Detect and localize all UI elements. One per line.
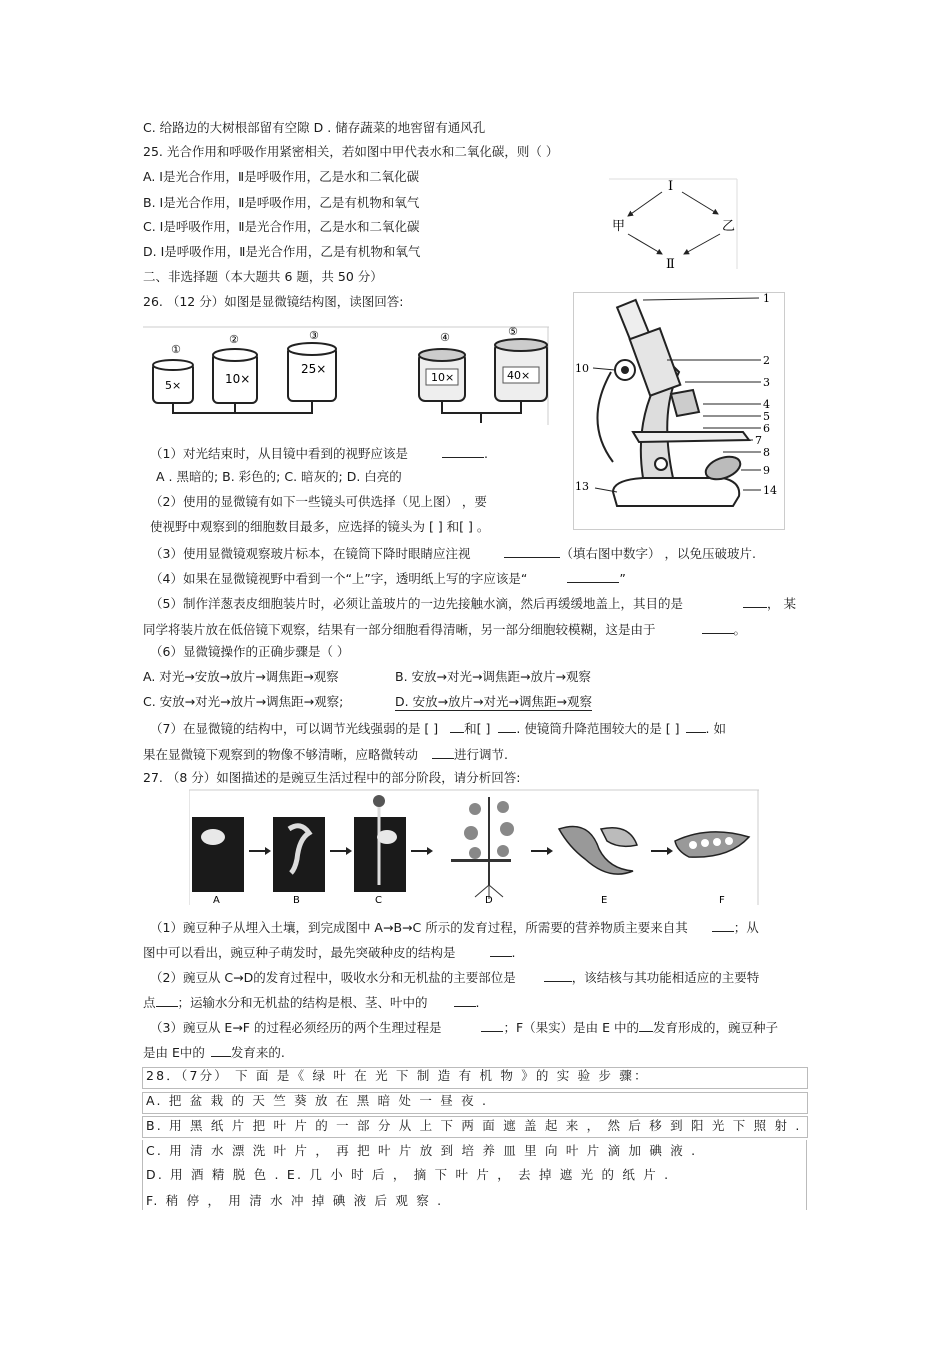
svg-text:10×: 10×: [431, 371, 455, 384]
q26-part-5b: 同学将装片放在低倍镜下观察，结果有一部分细胞看得清晰，另一部分细胞较模糊，这是由于 。: [143, 622, 747, 637]
answer-blank: [442, 444, 484, 458]
lens-figure: [143, 325, 549, 425]
q26-part-7a: （7）在显微镜的结构中，可以调节光线强弱的是 [ ] 和[ ] . 使镜筒升降范围较大的是 [ ] . 如: [150, 721, 726, 736]
q28-step-a: A. 把 盆 栽 的 天 竺 葵 放 在 黑 暗 处 一 昼 夜 .: [146, 1093, 489, 1108]
answer-blank: [504, 544, 560, 558]
svg-text:④: ④: [440, 331, 450, 344]
q26-part-3: （3）使用显微镜观察玻片标本，在镜筒下降时眼睛应注视 （填右图中数字） ，以免压破玻片.: [150, 546, 756, 561]
q25-option-d: D. Ⅰ是呼吸作用，Ⅱ是光合作用，乙是有机物和氧气: [143, 244, 421, 259]
svg-text:②: ②: [229, 333, 239, 346]
q26-part-1-options: A . 黑暗的; B. 彩色的; C. 暗灰的; D. 白亮的: [156, 469, 402, 484]
q26-6-option-c: C. 安放→对光→放片→调焦距→观察;: [143, 694, 344, 709]
q27-part-3b: 是由 E中的 发育来的.: [143, 1045, 285, 1060]
microscope-label-3: 3: [763, 376, 770, 389]
q25-option-a: A. Ⅰ是光合作用，Ⅱ是呼吸作用，乙是水和二氧化碳: [143, 169, 420, 184]
q28-step-c: C. 用 清 水 漂 洗 叶 片 ， 再 把 叶 片 放 到 培 养 皿 里 向 叶 片 滴 加 碘 液 .: [146, 1143, 698, 1158]
q28-border-right: [806, 1140, 807, 1210]
cycle-diagram: [608, 178, 738, 270]
microscope-label-14: 14: [763, 484, 777, 497]
question-26: 26. （12 分）如图是显微镜结构图，读图回答:: [143, 294, 404, 309]
q28-step-d-e: D. 用 酒 精 脱 色 . E. 几 小 时 后 ， 摘 下 叶 片 ， 去 掉 遮 光 的 纸 片 .: [146, 1167, 671, 1182]
pea-stages-figure: [189, 789, 759, 905]
cycle-label-bottom: Ⅱ: [666, 257, 675, 270]
q25-option-b: B. Ⅰ是光合作用，Ⅱ是呼吸作用，乙是有机物和氧气: [143, 195, 420, 210]
answer-blank: [743, 594, 767, 608]
stage-label-f: F: [719, 895, 725, 905]
microscope-label-2: 2: [763, 354, 770, 367]
svg-text:①: ①: [171, 343, 181, 356]
q26-6-option-b: B. 安放→对光→调焦距→放片→观察: [395, 669, 591, 684]
option-line-c-d: C. 给路边的大树根部留有空隙 D . 储存蔬菜的地窖留有通风孔: [143, 120, 486, 135]
q28-border-left: [142, 1140, 143, 1210]
stage-label-e: E: [601, 895, 608, 905]
q26-part-1: （1）对光结束时，从目镜中看到的视野应该是 .: [150, 446, 488, 461]
q26-part-2b: 使视野中观察到的细胞数目最多，应选择的镜头为 [ ] 和[ ] 。: [150, 519, 490, 534]
lens-4: [419, 331, 465, 401]
microscope-label-5: 5: [763, 410, 770, 423]
svg-text:③: ③: [309, 329, 319, 342]
stage-label-a: A: [213, 895, 220, 905]
q25-option-c: C. Ⅰ是呼吸作用，Ⅱ是光合作用，乙是水和二氧化碳: [143, 219, 420, 234]
q26-6-option-d: D. 安放→放片→对光→调焦距→观察: [395, 694, 592, 709]
lens-1: [153, 343, 193, 403]
q26-part-4: （4）如果在显微镜视野中看到一个“上”字，透明纸上写的字应该是“ ”: [150, 571, 626, 586]
microscope-label-10: 10: [575, 362, 589, 375]
microscope-label-8: 8: [763, 446, 770, 459]
q26-part-2a: （2）使用的显微镜有如下一些镜头可供选择（见上图） ，要: [150, 494, 487, 509]
q27-part-3a: （3）豌豆从 E→F 的过程必须经历的两个生理过程是 ；F（果实）是由 E 中的 发育形成的，豌豆种子: [150, 1020, 779, 1035]
microscope-figure: [573, 292, 785, 530]
q27-part-2a: （2）豌豆从 C→D的发育过程中，吸收水分和无机盐的主要部位是 ，该结核与其功能相适应的主要特: [150, 970, 760, 985]
section-2-heading: 二、非选择题（本大题共 6 题，共 50 分）: [143, 269, 383, 284]
q26-part-6: （6）显微镜操作的正确步骤是（ ）: [150, 644, 350, 659]
question-28: 28．（7分） 下 面 是《 绿 叶 在 光 下 制 造 有 机 物 》的 实 验 步 骤：: [146, 1068, 649, 1083]
microscope-label-6: 6: [763, 422, 770, 435]
lens-5: [495, 325, 547, 401]
cycle-label-top: Ⅰ: [668, 179, 674, 194]
lens-2: [213, 333, 257, 403]
stage-label-b: B: [293, 895, 300, 905]
q27-part-1a: （1）豌豆种子从埋入土壤，到完成图中 A→B→C 所示的发育过程，所需要的营养物质主要来自其 ；从: [150, 920, 759, 935]
cycle-label-left: 甲: [612, 219, 626, 234]
microscope-label-1: 1: [763, 292, 770, 305]
q26-6-option-a: A. 对光→安放→放片→调焦距→观察: [143, 669, 339, 684]
q28-step-b: B. 用 黑 纸 片 把 叶 片 的 一 部 分 从 上 下 两 面 遮 盖 起 来 ， 然 后 移 到 阳 光 下 照 射 .: [146, 1118, 802, 1133]
svg-text:40×: 40×: [507, 369, 531, 382]
answer-blank: [702, 620, 734, 634]
stage-label-c: C: [375, 895, 382, 905]
microscope-label-13: 13: [575, 480, 589, 493]
q27-part-2b: 点 ；运输水分和无机盐的结构是根、茎、叶中的 .: [143, 995, 480, 1010]
svg-text:5×: 5×: [165, 379, 182, 392]
lens-3: [288, 329, 336, 401]
microscope-label-7: 7: [755, 434, 762, 447]
q26-part-5a: （5）制作洋葱表皮细胞装片时，必须让盖玻片的一边先接触水滴，然后再缓缓地盖上，其目的是 ， 某: [150, 596, 796, 611]
q26-part-7b: 果在显微镜下观察到的物像不够清晰，应略微转动 进行调节.: [143, 747, 508, 762]
svg-text:25×: 25×: [301, 362, 327, 376]
answer-blank: [567, 569, 619, 583]
q27-part-1b: 图中可以看出，豌豆种子萌发时，最先突破种皮的结构是 .: [143, 945, 516, 960]
stage-label-d: D: [485, 895, 493, 905]
question-27: 27. （8 分）如图描述的是豌豆生活过程中的部分阶段，请分析回答:: [143, 770, 521, 785]
svg-text:⑤: ⑤: [508, 325, 518, 338]
question-25: 25. 光合作用和呼吸作用紧密相关，若如图中甲代表水和二氧化碳，则（ ）: [143, 144, 559, 159]
q28-step-f: F. 稍 停 ， 用 清 水 冲 掉 碘 液 后 观 察 .: [146, 1193, 444, 1208]
microscope-label-9: 9: [763, 464, 770, 477]
svg-text:10×: 10×: [225, 372, 251, 386]
microscope-label-4: 4: [763, 398, 770, 411]
cycle-label-right: 乙: [722, 219, 736, 234]
